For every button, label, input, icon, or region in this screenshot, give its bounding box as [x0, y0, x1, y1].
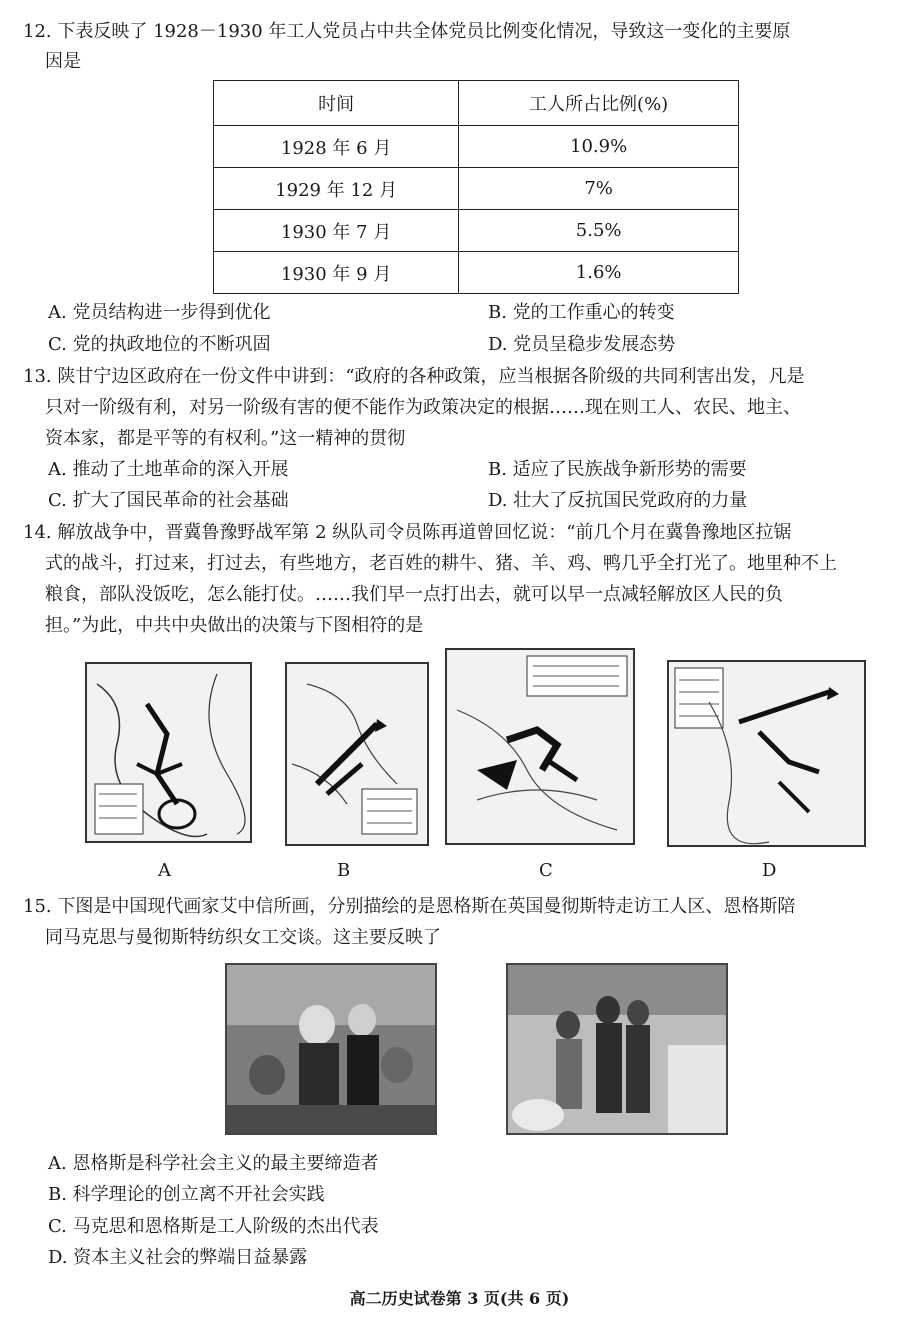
table-cell-ratio: 1.6% — [459, 252, 739, 294]
map-c-drawing — [447, 650, 633, 843]
map-d — [667, 660, 866, 847]
table-cell-ratio: 5.5% — [459, 210, 739, 252]
painting-left-drawing — [227, 965, 435, 1133]
q13-stem-line3: 资本家，都是平等的有权利。”这一精神的贯彻 — [45, 428, 406, 449]
map-b — [285, 662, 429, 846]
table-row — [214, 252, 739, 294]
map-label-d: D — [762, 860, 777, 881]
q13-stem-line2: 只对一阶级有利，对另一阶级有害的便不能作为政策决定的根据……现在则工人、农民、地主、 — [45, 397, 801, 418]
q15-option-a[interactable]: A. 恩格斯是科学社会主义的最主要缔造者 — [48, 1153, 379, 1174]
painting-marx-engels-mill-workers — [506, 963, 728, 1135]
painting-engels-visiting-workers — [225, 963, 437, 1135]
q12-stem-line2: 因是 — [45, 51, 81, 72]
q15-option-b[interactable]: B. 科学理论的创立离不开社会实践 — [48, 1184, 325, 1205]
table-cell-time: 1928 年 6 月 — [214, 126, 459, 168]
table-header-row — [214, 81, 739, 126]
q13-option-b[interactable]: B. 适应了民族战争新形势的需要 — [488, 459, 747, 480]
q14-stem-line2: 式的战斗，打过来，打过去，有些地方，老百姓的耕牛、猪、羊、鸡、鸭几乎全打光了。地里种不上 — [45, 553, 837, 574]
table-cell-time: 1930 年 7 月 — [214, 210, 459, 252]
q15-stem-line2: 同马克思与曼彻斯特纺织女工交谈。这主要反映了 — [45, 927, 441, 948]
table-cell-ratio: 10.9% — [459, 126, 739, 168]
map-label-c: C — [539, 860, 553, 881]
table-cell-time: 1930 年 9 月 — [214, 252, 459, 294]
map-c — [445, 648, 635, 845]
table-header-time: 时间 — [214, 81, 459, 126]
q12-table — [213, 80, 739, 294]
map-a — [85, 662, 252, 843]
q12-option-a[interactable]: A. 党员结构进一步得到优化 — [48, 302, 271, 323]
q13-option-a[interactable]: A. 推动了土地革命的深入开展 — [48, 459, 289, 480]
table-cell-ratio: 7% — [459, 168, 739, 210]
q15-stem-line1: 15. 下图是中国现代画家艾中信所画，分别描绘的是恩格斯在英国曼彻斯特走访工人区、恩格斯陪 — [23, 896, 796, 917]
q12-option-d[interactable]: D. 党员呈稳步发展态势 — [488, 334, 676, 355]
q15-option-c[interactable]: C. 马克思和恩格斯是工人阶级的杰出代表 — [48, 1216, 379, 1237]
table-cell-time: 1929 年 12 月 — [214, 168, 459, 210]
q14-stem-line1: 14. 解放战争中，晋冀鲁豫野战军第 2 纵队司令员陈再道曾回忆说：“前几个月在冀鲁豫地区拉锯 — [23, 522, 792, 543]
map-b-drawing — [287, 664, 427, 844]
map-label-b: B — [337, 860, 351, 881]
table-row — [214, 210, 739, 252]
q13-option-d[interactable]: D. 壮大了反抗国民党政府的力量 — [488, 490, 748, 511]
q13-option-c[interactable]: C. 扩大了国民革命的社会基础 — [48, 490, 289, 511]
q14-stem-line4: 担。”为此，中共中央做出的决策与下图相符的是 — [45, 615, 424, 636]
table-row — [214, 126, 739, 168]
q13-stem-line1: 13. 陕甘宁边区政府在一份文件中讲到：“政府的各种政策，应当根据各阶级的共同利害出发，凡是 — [23, 366, 805, 387]
q14-stem-line3: 粮食，部队没饭吃，怎么能打仗。……我们早一点打出去，就可以早一点减轻解放区人民的负 — [45, 584, 783, 605]
q12-option-b[interactable]: B. 党的工作重心的转变 — [488, 302, 675, 323]
table-header-ratio: 工人所占比例(%) — [459, 81, 739, 126]
map-label-a: A — [158, 860, 171, 881]
map-d-drawing — [669, 662, 864, 845]
page-footer: 高二历史试卷第 3 页(共 6 页) — [349, 1289, 570, 1308]
painting-right-drawing — [508, 965, 726, 1133]
map-a-drawing — [87, 664, 250, 841]
q15-option-d[interactable]: D. 资本主义社会的弊端日益暴露 — [48, 1247, 308, 1268]
q12-option-c[interactable]: C. 党的执政地位的不断巩固 — [48, 334, 271, 355]
table-row — [214, 168, 739, 210]
q12-stem-line1: 12. 下表反映了 1928－1930 年工人党员占中共全体党员比例变化情况，导致这一变化的主要原 — [23, 21, 791, 42]
